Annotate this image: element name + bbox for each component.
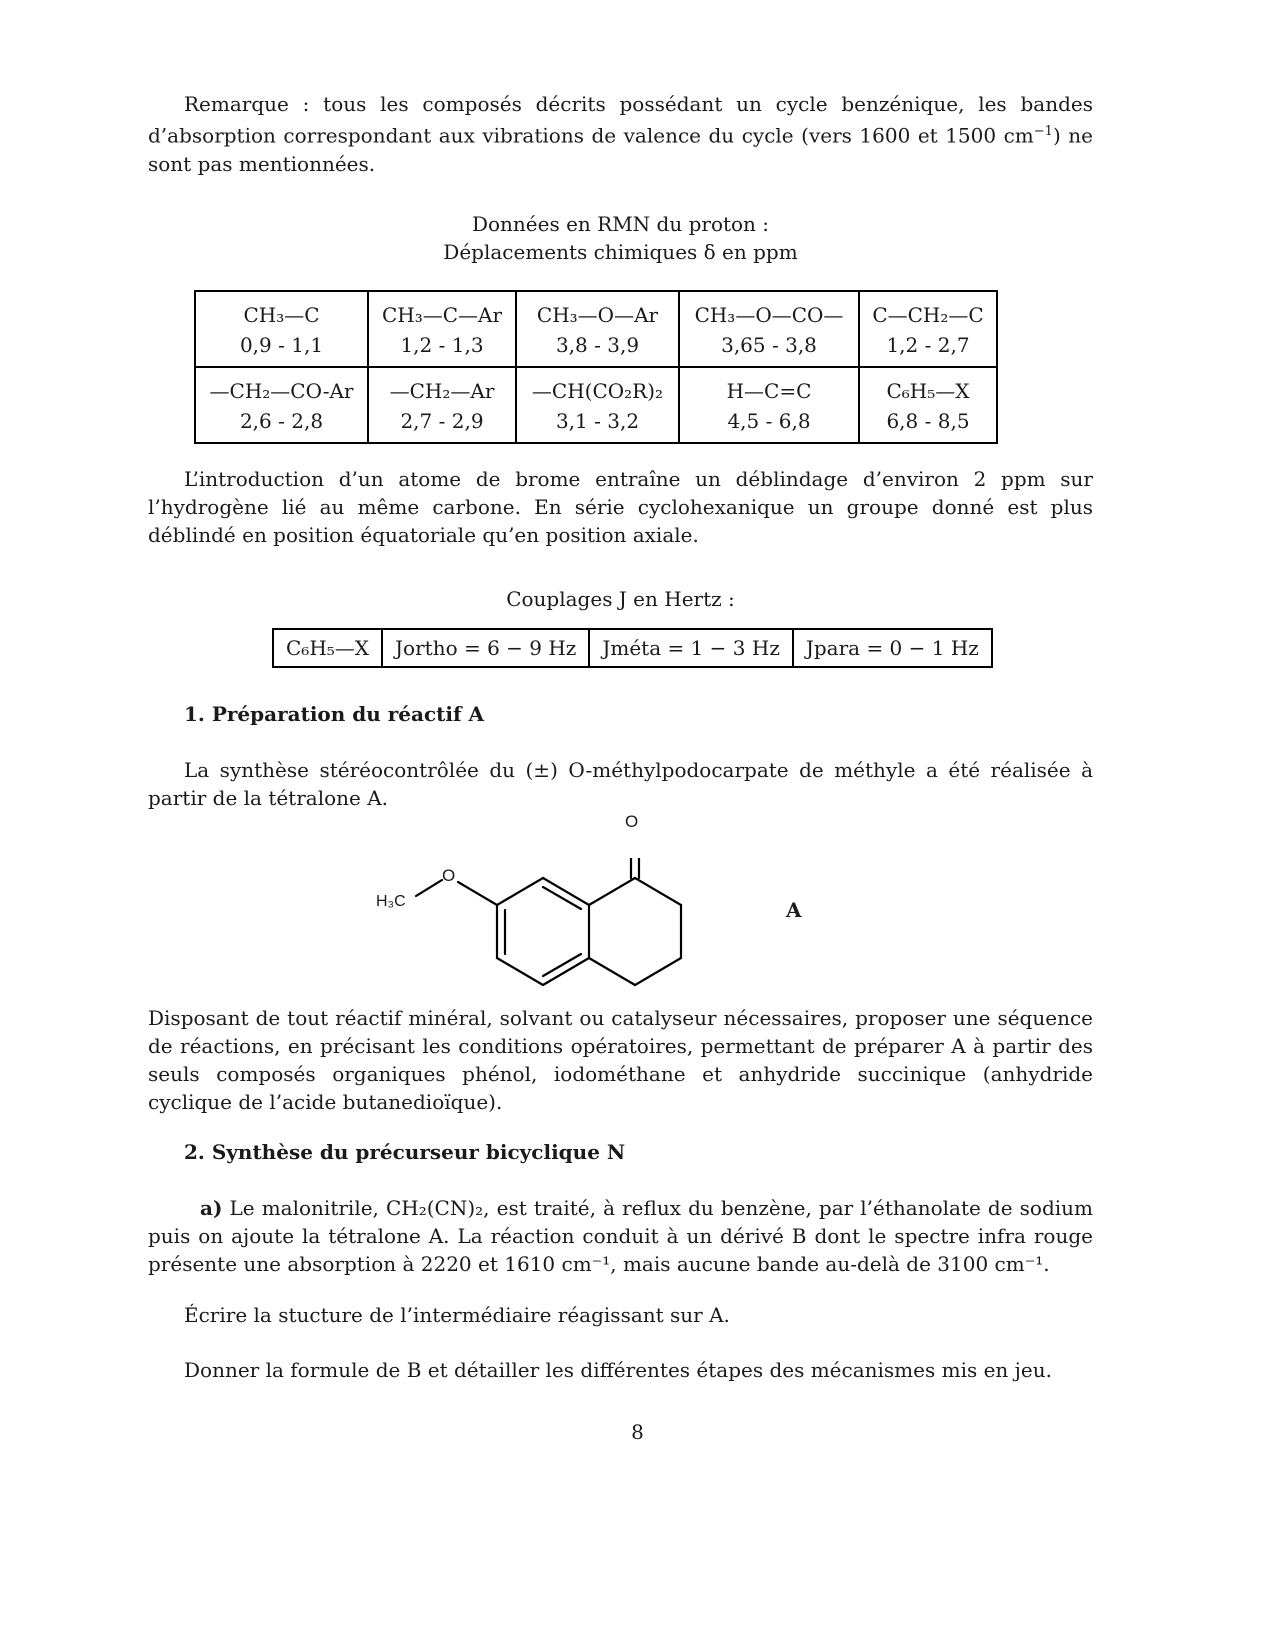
section1-question-block [148,1004,1093,1116]
nmr-table-wrapper [194,290,998,444]
nmr-cell: —CH(CO₂R)₂ [516,367,679,406]
remark-block [148,90,1093,178]
methyl-label: H₃C [376,893,406,910]
nmr-title-line2: Déplacements chimiques δ en ppm [443,240,798,264]
nmr-cell: 3,65 - 3,8 [679,330,859,367]
remark-text-2: ) ne sont pas mentionnées. [148,123,1093,176]
nmr-cell: —CH₂—Ar [368,367,516,406]
section2-q2-block [148,1356,1093,1384]
page-number: 8 [631,1420,644,1444]
section2-question-1: Écrire la stucture de l’intermédiaire réagissant sur A. [184,1303,730,1327]
nmr-table [194,290,998,444]
nmr-cell: CH₃—O—CO— [679,291,859,330]
table-row [195,367,997,406]
nmr-title [148,210,1093,266]
coupling-title: Couplages J en Hertz : [506,587,735,611]
coupling-table-wrapper [272,628,993,668]
coupling-table [272,628,993,668]
nmr-cell: 2,7 - 2,9 [368,406,516,443]
nmr-cell: 4,5 - 6,8 [679,406,859,443]
remark-paragraph [148,90,1093,178]
section1-question: Disposant de tout réactif minéral, solvant ou catalyseur nécessaires, proposer une séquence de réactions, en précisant les conditions opératoires, permettant de préparer A à partir des seuls composés organiques phénol, iodométhane et anhydride succinique (anhydride cyclique de l’acide butanedioïque). [148,1006,1093,1114]
section1-heading-block [148,700,1093,728]
section2-a-block [148,1194,1093,1278]
table-row [195,406,997,443]
ether-oxygen-label: O [442,866,456,885]
nmr-cell: 1,2 - 2,7 [859,330,997,367]
table-row [195,330,997,367]
nmr-cell: 0,9 - 1,1 [195,330,368,367]
nmr-title-line1: Données en RMN du proton : [471,212,770,236]
section2-heading: 2. Synthèse du précurseur bicyclique N [184,1140,626,1164]
bromine-paragraph: L’introduction d’un atome de brome entraîne un déblindage d’environ 2 ppm sur l’hydrogène lié au même carbone. En série cyclohexanique un groupe donné est plus déblindé en position équatoriale qu’en position axiale. [148,467,1093,547]
nmr-cell: 3,1 - 3,2 [516,406,679,443]
bromine-block [148,465,1093,549]
remark-text-1: Remarque : tous les composés décrits possédant un cycle benzénique, les bandes d’absorption correspondant aux vibrations de valence du cycle (vers 1600 et 1500 cm [148,92,1093,148]
section2-heading-block [148,1138,1093,1166]
nmr-cell: H—C=C [679,367,859,406]
nmr-cell: C₆H₅—X [859,367,997,406]
table-row [195,291,997,330]
molecule-a-label: A [786,898,802,922]
table-row [273,629,992,667]
nmr-cell: CH₃—O—Ar [516,291,679,330]
nmr-cell: 6,8 - 8,5 [859,406,997,443]
coupling-cell: C₆H₅—X [273,629,382,667]
coupling-cell: Jortho = 6 − 9 Hz [382,629,589,667]
coupling-cell: Jpara = 0 − 1 Hz [793,629,992,667]
section2-a-text: Le malonitrile, CH₂(CN)₂, est traité, à reflux du benzène, par l’éthanolate de sodium puis on ajoute la tétralone A. La réaction conduit à un dérivé B dont le spectre infra rouge présente une absorption à 2220 et 1610 cm⁻¹, mais aucune bande au-delà de 3100 cm⁻¹. [148,1196,1094,1276]
section2-q1-block [148,1301,1093,1329]
section1-intro-block [148,756,1093,812]
carbonyl-oxygen-label: O [625,812,639,831]
section1-heading: 1. Préparation du réactif A [184,702,485,726]
nmr-cell: 1,2 - 1,3 [368,330,516,367]
nmr-cell: C—CH₂—C [859,291,997,330]
nmr-cell: CH₃—C—Ar [368,291,516,330]
section2-a-paragraph [148,1194,1093,1278]
section2-question-2: Donner la formule de B et détailler les différentes étapes des mécanismes mis en jeu. [184,1358,1052,1382]
nmr-cell: —CH₂—CO-Ar [195,367,368,406]
section2-a-label: a) [200,1196,223,1220]
section1-intro: La synthèse stéréocontrôlée du (±) O-méthylpodocarpate de méthyle a été réalisée à partir de la tétralone A. [148,758,1093,810]
remark-superscript: −1 [1033,124,1053,139]
coupling-cell: Jméta = 1 − 3 Hz [589,629,793,667]
nmr-cell: CH₃—C [195,291,368,330]
nmr-cell: 3,8 - 3,9 [516,330,679,367]
nmr-cell: 2,6 - 2,8 [195,406,368,443]
